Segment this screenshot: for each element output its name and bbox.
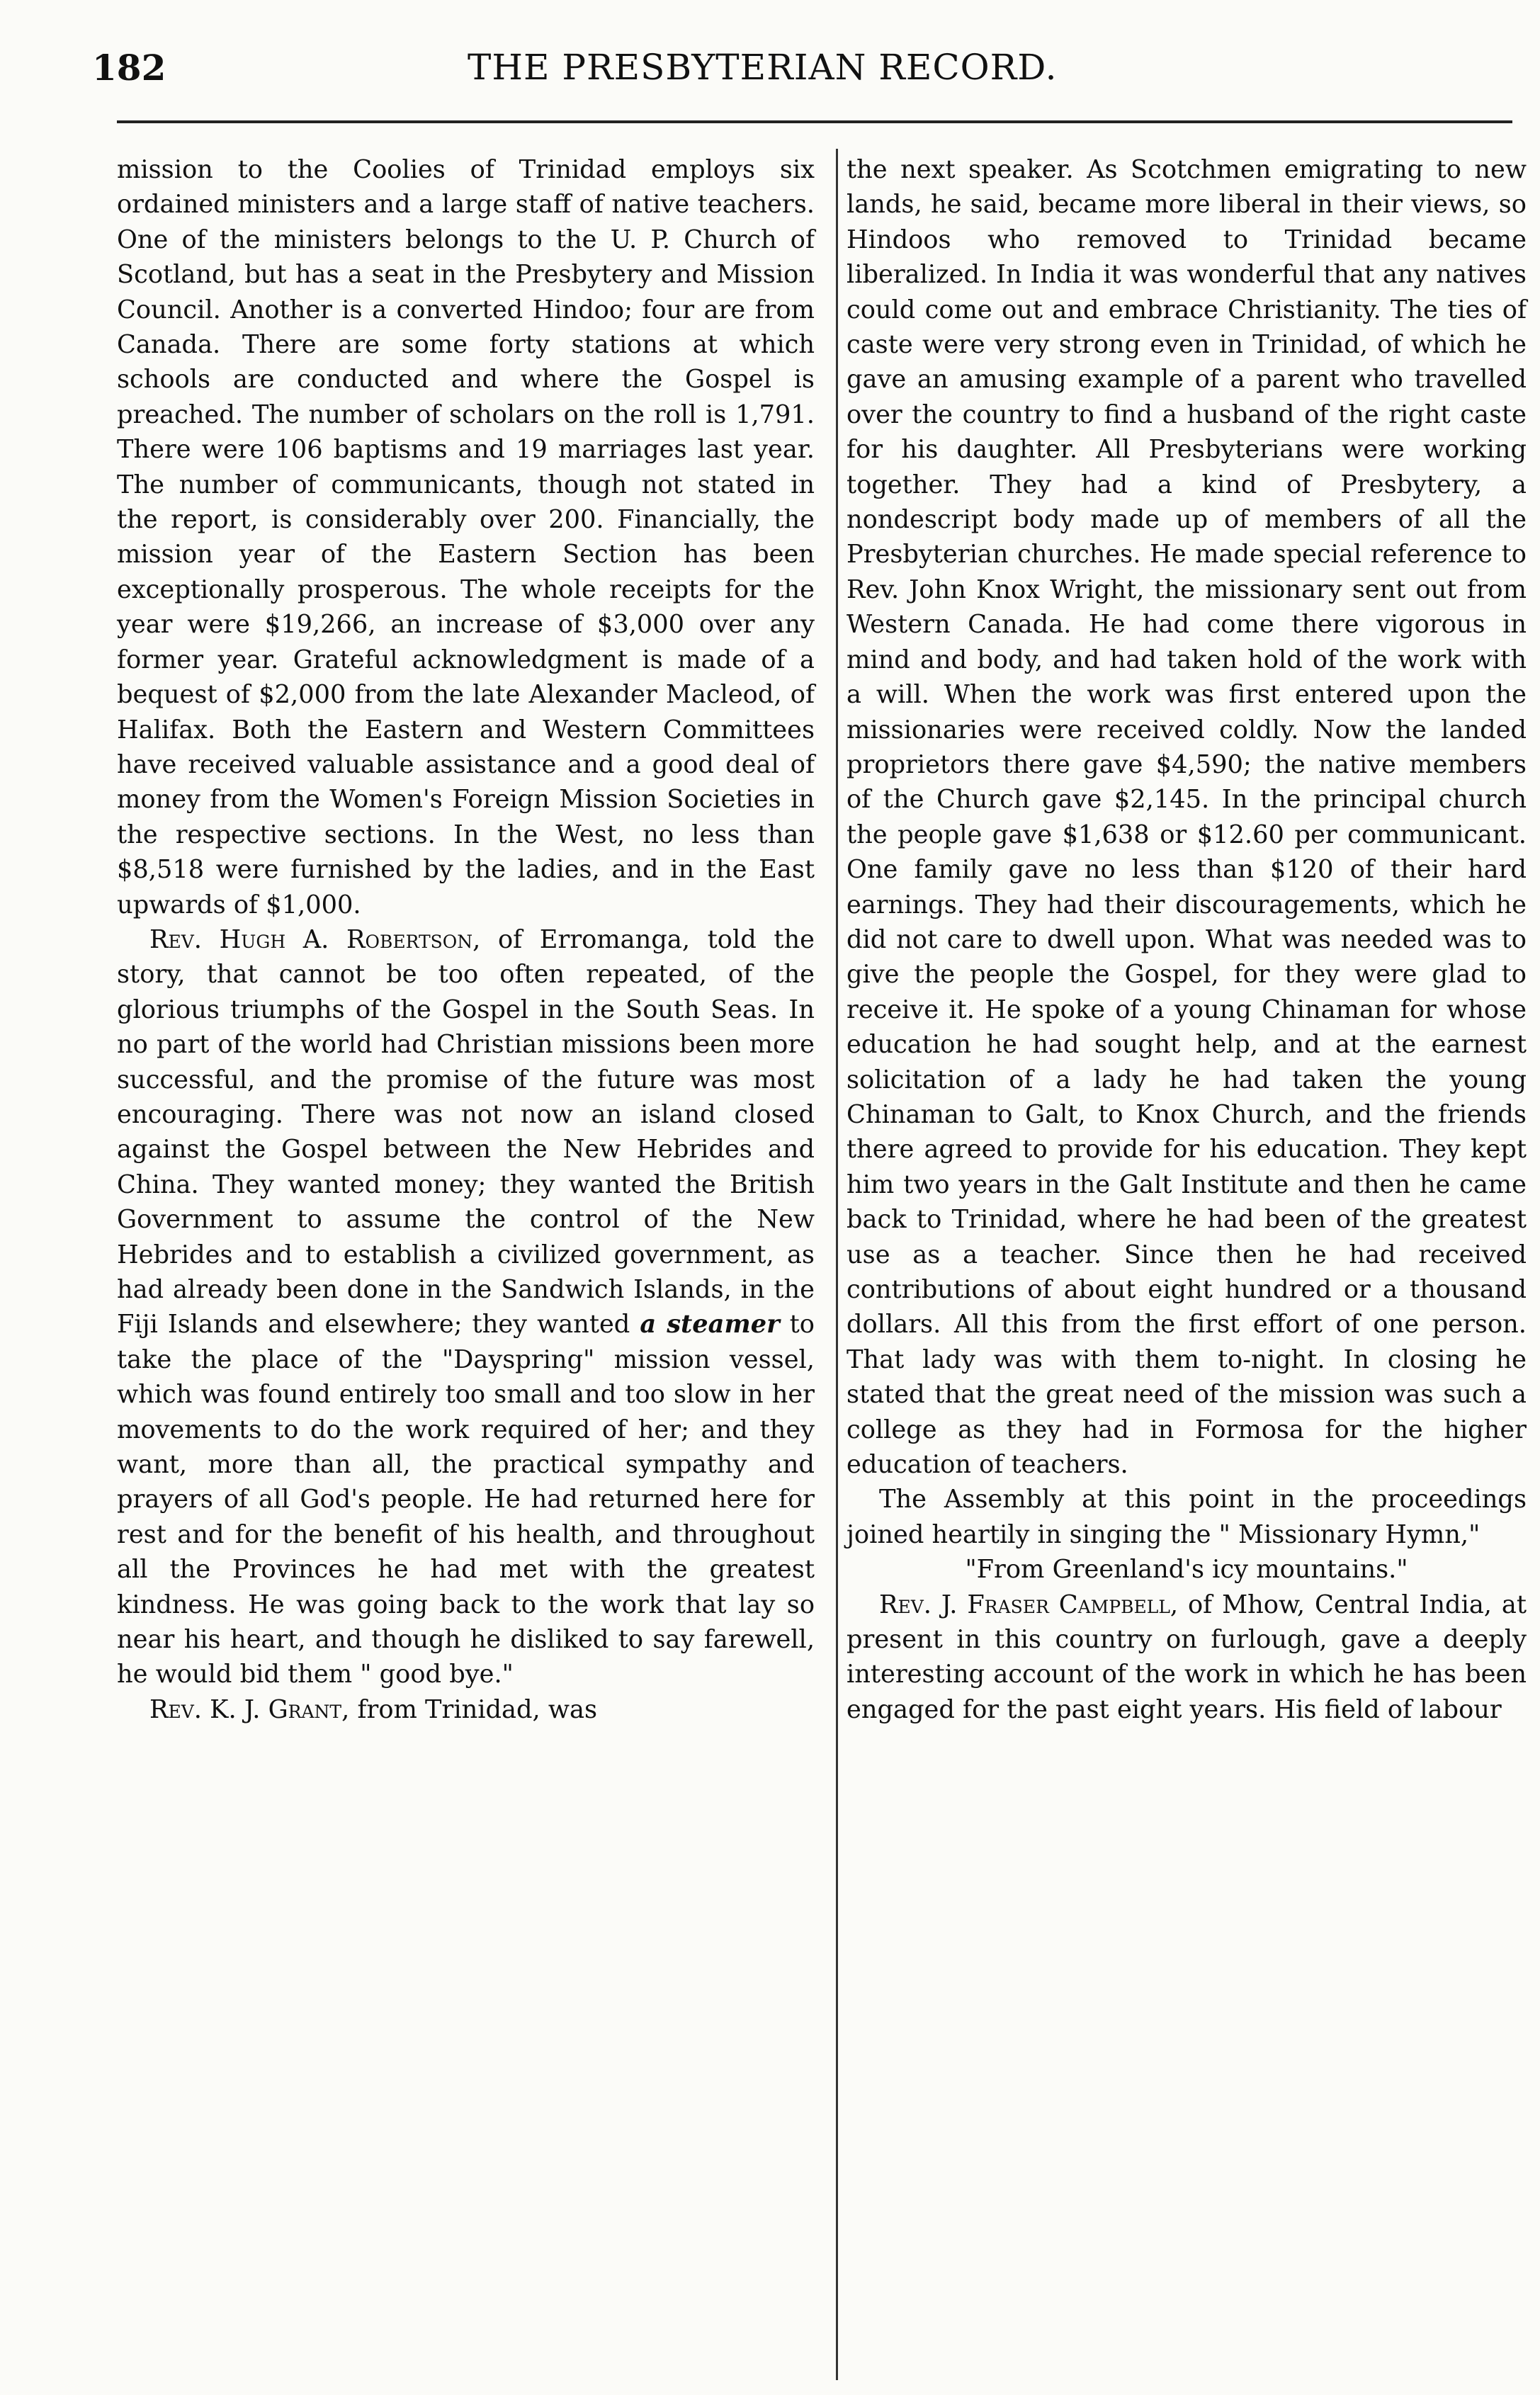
paragraph-robertson: [117, 922, 815, 1692]
paragraph-grant-continued: the next speaker. As Scotchmen emigrating to new lands, he said, became more liberal in their views, so Hindoos who removed to Trinidad became liberalized. In India it was wonderful that any natives could come out and embrace Christianity. The ties of caste were very strong even in Trinidad, of which he gave an amusing example of a parent who travelled over the country to find a husband of the right caste for his daughter. All Presbyterians were working together. They had a kind of Presbytery, a nondescript body made up of members of all the Presbyterian churches. He made special reference to Rev. John Knox Wright, the missionary sent out from Western Canada. He had come there vigorous in mind and body, and had taken hold of the work with a will. When the work was first entered upon the missionaries were received coldly. Now the landed proprietors there gave $4,590; the native members of the Church gave $2,145. In the principal church the people gave $1,638 or $12.60 per communicant. One family gave no less than $120 of their hard earnings. They had their discouragements, which he did not care to dwell upon. What was needed was to give the people the Gospel, for they were glad to receive it. He spoke of a young Chinaman for whose education he had sought help, and at the earnest solicitation of a lady he had taken the young Chinaman to Galt, to Knox Church, and the friends there agreed to provide for his education. They kept him two years in the Galt Institute and then he came back to Trinidad, where he had been of the greatest use as a teacher. Since then he had received contributions of about eight hundred or a thousand dollars. All this from the first effort of one person. That lady was with them to-night. In closing he stated that the great need of the mission was such a college as they had in Formosa for the higher education of teachers.: [847, 155, 1527, 1480]
running-title: THE PRESBYTERIAN RECORD.: [468, 47, 1058, 88]
speaker-name: Rev. J. Fraser Campbell,: [879, 1590, 1179, 1619]
left-column: [117, 152, 815, 1727]
right-column: [847, 152, 1527, 1727]
paragraph-hymn: The Assembly at this point in the proceedings joined heartily in singing the " Missionary Hymn,": [847, 1485, 1527, 1549]
page-header: [0, 0, 1540, 113]
paragraph-text: of Mhow, Central India, at present in this country on furlough, gave a deeply interesting account of the work in which he has been engaged for the past eight years. His field of labour: [847, 1590, 1527, 1724]
paragraph-coolie-mission: mission to the Coolies of Trinidad employs six ordained ministers and a large staff of native teachers. One of the ministers belongs to the U. P. Church of Scotland, but has a seat in the Presbytery and Mission Council. Another is a converted Hindoo; four are from Canada. There are some forty stations at which schools are conducted and where the Gospel is preached. The number of scholars on the roll is 1,791. There were 106 baptisms and 19 marriages last year. The number of communicants, though not stated in the report, is considerably over 200. Financially, the mission year of the Eastern Section has been exceptionally prosperous. The whole receipts for the year were $19,266, an increase of $3,000 over any former year. Grateful acknowledgment is made of a bequest of $2,000 from the late Alexander Macleod, of Halifax. Both the Eastern and Western Committees have received valuable assistance and a good deal of money from the Women's Foreign Mission Societies in the respective sections. In the West, no less than $8,518 were furnished by the ladies, and in the East upwards of $1,000.: [117, 155, 815, 919]
page-number: 182: [92, 47, 166, 89]
hymn-quote: "From Greenland's icy mountains.": [965, 1555, 1408, 1585]
paragraph-text: from Trinidad, was: [349, 1694, 598, 1724]
speaker-name: Rev. K. J. Grant,: [149, 1694, 350, 1724]
emphasis-text: a steamer: [640, 1310, 780, 1340]
paragraph-campbell: [847, 1587, 1527, 1728]
paragraph-grant: [117, 1692, 815, 1727]
paragraph-text: to take the place of the "Dayspring" mission vessel, which was found entirely too small and too slow in her movements to do the work required of her; and they want, more than all, the practical sympathy and prayers of all God's people. He had returned here for rest and for the benefit of his health, and throughout all the Provinces he had met with the greatest kindness. He was going back to the work that lay so near his heart, and though he disliked to say farewell, he would bid them " good bye.": [117, 1310, 815, 1689]
header-rule: [117, 120, 1512, 123]
paragraph-text: of Erromanga, told the story, that cannot be too often repeated, of the glorious triumphs of the Gospel in the South Seas. In no part of the world had Christian missions been more successful, and the promise of the future was most encouraging. There was not now an island closed against the Gospel between the New Hebrides and China. They wanted money; they wanted the British Government to assume the control of the New Hebrides and to establish a civilized government, as had already been done in the Sandwich Islands, in the Fiji Islands and elsewhere; they wanted: [117, 924, 815, 1340]
column-divider: [836, 149, 838, 2380]
speaker-name: Rev. Hugh A. Robertson,: [149, 924, 481, 954]
